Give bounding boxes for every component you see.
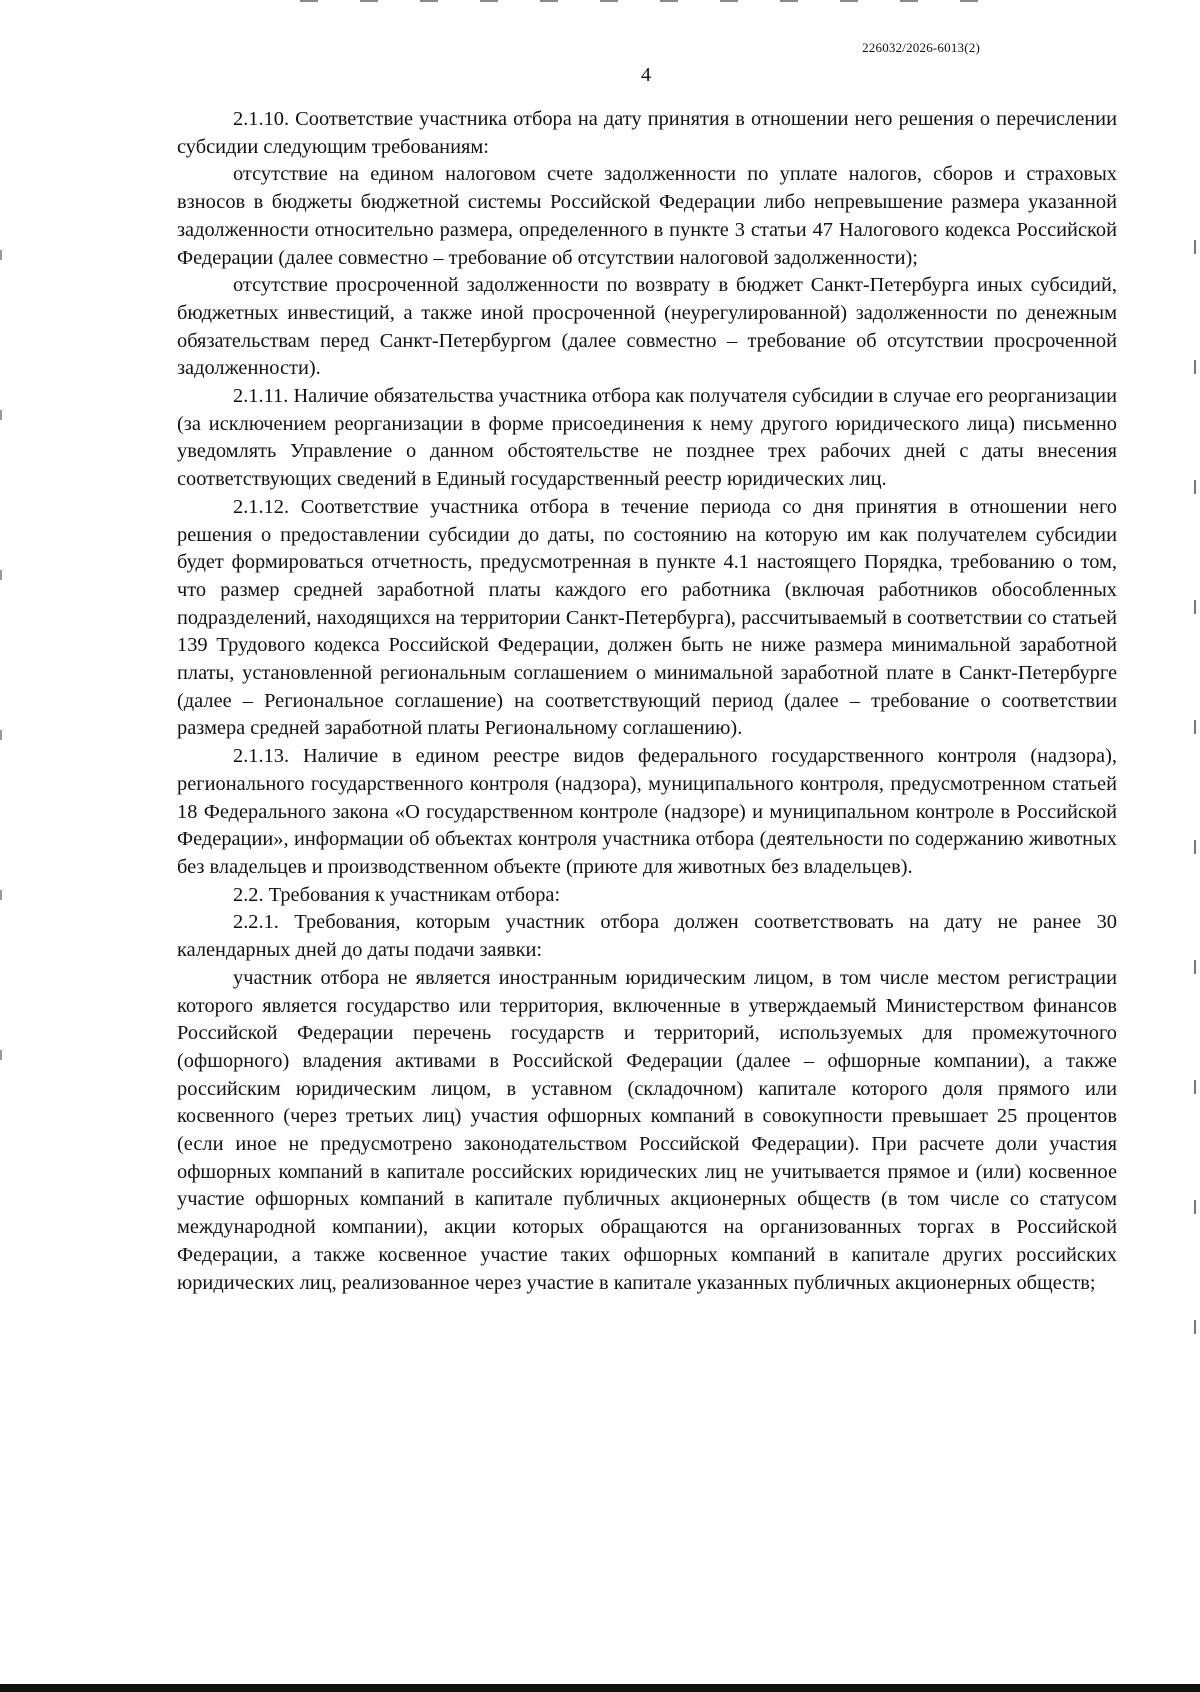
paragraph-overdue-debt-requirement: отсутствие просроченной задолженности по возврату в бюджет Санкт-Петербурга иных субсидий, бюджетных инвестиций, а также иной просроченной (неурегулированной) задолженности по денежным обязательствам перед Санкт-Петербургом (далее совместно – требование об отсутствии просроченной задолженности). (177, 274, 1117, 380)
paragraph-2-1-11: 2.1.11. Наличие обязательства участника отбора как получателя субсидии в случае его реорганизации (за исключением реорганизации в форме присоединения к нему другого юридического лица) письменно уведомлять Управление о данном обстоятельстве не позднее трех рабочих дней с даты внесения соответствующих сведений в Единый государственный реестр юридических лиц. (177, 385, 1117, 491)
page-number: 4 (641, 64, 651, 86)
scan-left-edge (0, 250, 2, 1150)
scan-bottom-edge (0, 1684, 1200, 1692)
paragraph-tax-debt-requirement: отсутствие на едином налоговом счете задолженности по уплате налогов, сборов и страховых взносов в бюджеты бюджетной системы Российской Федерации либо непревышение размера указанной задолженности относительно размера, определенного в пункте 3 статьи 47 Налогового кодекса Российской Федерации (далее совместно – требование об отсутствии налоговой задолженности); (177, 163, 1117, 269)
scan-right-edge (1194, 240, 1196, 1340)
paragraph-2-1-12: 2.1.12. Соответствие участника отбора в течение периода со дня принятия в отношении него решения о предоставлении субсидии до даты, по состоянию на которую им как получателем субсидии будет формироваться отчетность, предусмотренная в пункте 4.1 настоящего Порядка, требованию о том, что размер средней заработной платы каждого его работника (включая работников обособленных подразделений, находящихся на территории Санкт-Петербурга), рассчитываемый в соответствии со статьей 139 Трудового кодекса Российской Федерации, должен быть не ниже размера минимальной заработной платы, установленной региональным соглашением о минимальной заработной плате в Санкт-Петербурге (далее – Региональное соглашение) на соответствующий период (далее – требование о соответствии размера средней заработной платы Региональному соглашению). (177, 495, 1117, 740)
paragraph-offshore-requirement: участник отбора не является иностранным юридическим лицом, в том числе местом регистрации которого является государство или территория, включенные в утверждаемый Министерством финансов Российской Федерации перечень государств и территорий, используемых для промежуточного (офшорного) владения активами в Российской Федерации (далее – офшорные компании), а также российским юридическим лицом, в уставном (складочном) капитале которого доля прямого или косвенного (через третьих лиц) участия офшорных компаний в совокупности превышает 25 процентов (если иное не предусмотрено законодательством Российской Федерации). При расчете доли участия офшорных компаний в капитале российских юридических лиц не учитывается прямое и (или) косвенное участие офшорных компаний в капитале публичных акционерных обществ (в том числе со статусом международной компании), акции которых обращаются на организованных торгах в Российской Федерации, а также косвенное участие таких офшорных компаний в капитале других российских юридических лиц, реализованное через участие в капитале указанных публичных акционерных обществ; (177, 966, 1117, 1294)
paragraph-2-1-10: 2.1.10. Соответствие участника отбора на дату принятия в отношении него решения о перечислении субсидии следующим требованиям: (177, 108, 1117, 158)
paragraph-2-2-1: 2.2.1. Требования, которым участник отбора должен соответствовать на дату не ранее 30 календарных дней до даты подачи заявки: (177, 911, 1117, 962)
scan-top-edge (300, 0, 1000, 2)
paragraph-2-2: 2.2. Требования к участникам отбора: (233, 883, 561, 906)
paragraph-2-1-13: 2.1.13. Наличие в едином реестре видов федерального государственного контроля (надзора), регионального государственного контроля (надзора), муниципального контроля, предусмотренном статьей 18 Федерального закона «О государственном контроле (надзоре) и муниципальном контроле в Российской Федерации», информации об объектах контроля участника отбора (деятельности по содержанию животных без владельцев и производственном объекте (приюте для животных без владельцев). (177, 745, 1117, 878)
document-body (177, 106, 1117, 1297)
document-registration-number: 226032/2026-6013(2) (862, 40, 980, 55)
